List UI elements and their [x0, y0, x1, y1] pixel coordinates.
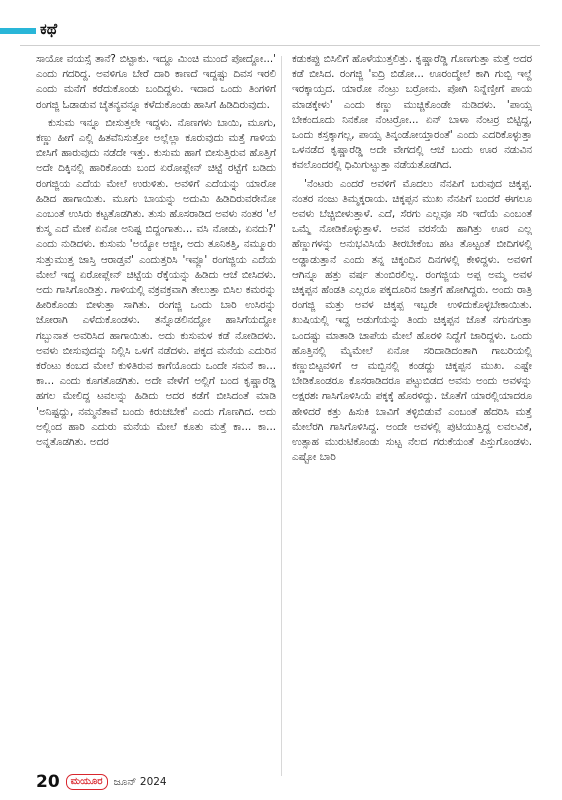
magazine-logo: ಮಯೂರ [66, 774, 108, 790]
issue-date: ಜೂನ್ 2024 [113, 776, 167, 788]
section-title: ಕಥೆ [40, 20, 58, 38]
column-divider [281, 56, 282, 776]
paragraph: ಸಾಯೋ ವಯಸ್ಸೆ ತಾನೆ? ಬಿಟ್ಟಾಕು. ಇದ್ದೂ ಮಿಂಚಿ ಮುಂದೆ ಪೋದ್ದೋ...' ಎಂದು ಗದರಿದ್ದ. ಅವಳಿಗೂ ಬೇರೆ ದಾರಿ ಕಾಣದೆ ಇದ್ದಷ್ಟು ದಿವಸ ಇರಲಿ ಎಂದು ಮನೆಗೆ ಕರೆದುಕೊಂಡು ಬಂದಿದ್ದಳು. ಇದಾದ ಒಂದು ತಿಂಗಳಿಗೆ ರಂಗಜ್ಜಿ ಓಡಾಡುವ ಚೈತನ್ಯವನ್ನೂ ಕಳೆದುಕೊಂಡು ಹಾಸಿಗೆ ಹಿಡಿದಿರುವುದು. [36, 53, 276, 111]
paragraph: ಕಡುಕಪ್ಪು ಬಿಸಿಲಿಗೆ ಹೊಳೆಯುತ್ತಲಿತ್ತು. ಕೃಷ್ಣಾರೆಡ್ಡಿ ಗೊಣಗುತ್ತಾ ಮತ್ತೆ ಅದರ ಕಡೆ ಬೀಸಿದ. ರಂಗಜ್ಜಿ 'ಐದ್ರಿ ಬಿಡೋ... ಊರಂದ್ಮೇಲೆ ಕಾಗಿ ಗುಬ್ಬಿ ಇಲ್ದೆ ಇರಕ್ಕಾಯ್ತದ. ಯಾರೋ ನೆಂಟ್ರು ಬರ್‍ರೋನು. ಪೋಗಿ ನಿನ್ನೆಣ್ತೀಗೆ ಪಾಯ ಮಾಡಕ್ಕೇಳು' ಎಂದು ಕಣ್ಣು ಮುಚ್ಚಿಕೊಂಡೇ ನುಡಿದಳು. 'ಪಾಯ್ಸ ಬೇಕಂದೂದು ನಿನಕೋ ನೆಂಟರ್‍ರೋ... ಏನ್ ಬಾಳಾ ನೆಂಟರ್‍ರ ಬಿಟ್ಟಿದ್ದ, ಒಂದು ಕಸ್ತಕ್ಕಾಗಲ್ಲ, ಪಾಯ್ಸ ತಿನ್ಕಂಡೋಯ್ತಾರಂತೆ' ಎಂದು ಎದರಿಕೊಳ್ಳುತ್ತಾ ಒಳನಡೆದ ಕೃಷ್ಣಾರೆಡ್ಡಿ ಅದೇ ವೇಗದಲ್ಲಿ ಆಚೆ ಬಂದು ಊರ ನಡುವಿನ ಕವಲೊಂದರಲ್ಲಿ ಧಿಮಿಗುಟ್ಟುತ್ತಾ ನಡೆಯತೊಡಗಿದ. [292, 53, 532, 172]
page-number: 20 [36, 772, 60, 792]
paragraph: ಕುಸುಮ ಇನ್ನೂ ಬೀಸುತ್ತಲೇ ಇದ್ದಳು. ನೊಣಗಳು ಬಾಯಿ, ಮೂಗು, ಕಣ್ಣು ಹೀಗೆ ಎಲ್ಲಿ ಹಿತವೆನಿಸುತ್ತೋ ಅಲ್ಲೆಲ್ಲಾ ಕೂರುವುದು ಮತ್ತೆ ಗಾಳಿಯ ಬೀಸಿಗೆ ಹಾರುವುದು ನಡೆದೇ ಇತ್ತು. ಕುಸುಮ ಹಾಗೆ ಬೀಸುತ್ತಿರುವ ಹೊತ್ತಿಗೆ ಅದೇ ದಿಕ್ಕಿನಲ್ಲಿ ಹಾರಿಕೊಂಡು ಬಂದ ಏರೋಪ್ಲೇನ್ ಚಿಟ್ಟೆ ರಟ್ಟೆಗೆ ಬಡಿದು ರಂಗಜ್ಜಿಯ ಎದೆಯ ಮೇಲೆ ಉರುಳಿತು. ಅವಳಿಗೆ ಎದೆಯನ್ನು ಯಾರೋ ಹಿಡಿದ ಹಾಗಾಯಿತು. ಮೂಗು ಬಾಯನ್ನು ಅದುಮಿ ಹಿಡಿದಿರುವರೇನೋ ಎಂಬಂತೆ ಉಸಿರು ಕಟ್ಟತೊಡಗಿತು. ತುಸು ಹೊಸರಾಡಿದ ಅವಳು ನಂತರ 'ಲೆ ಕುಸ್ಮ ಎದೆ ಮೇಕೆ ಏನೋ ಅನಿಷ್ಟ ಬಿದ್ದಂಗಾತು... ವಸಿ ನೋಡು, ಏನದು?' ಎಂದು ನುಡಿದಳು. ಕುಸುಮ 'ಅಯ್ಯೋ ಅಜ್ಜೀ, ಅದು ತೂನಿಕತ್ತಿ, ನಮ್ಮೂರು ಸುತ್ತುಮುತ್ತ ಜಾಸ್ತಿ ಆರಾಡ್ತವೆ' ಎಂದುತ್ತರಿಸಿ 'ಇವ್ಲೂ' ರಂಗಜ್ಜಿಯ ಎದೆಯ ಮೇಲೆ ಇದ್ದ ಏರೋಪ್ಲೇನ್ ಚಿಟ್ಟೆಯ ರೆಕ್ಕೆಯನ್ನು ಹಿಡಿದು ಆಚೆ ಬೀಸಿದಳು. ಅದು ಗಾಸಿಗೊಂಡಿತ್ತು. ಗಾಳಿಯಲ್ಲಿ ವಕ್ರವಕ್ರವಾಗಿ ತೇಲುತ್ತಾ ಬಿಸಿಲ ಕಮರನ್ನು ಹೀರಿಕೊಂಡು ಬೀಳುತ್ತಾ ಸಾಗಿತು. ರಂಗಜ್ಜಿ ಒಂದು ಬಾರಿ ಉಸಿರನ್ನು ಜೋರಾಗಿ ಎಳೆದುಕೊಂಡಳು. ತನ್ನೊಡಲಿನದ್ದೋ ಹಾಸಿಗೆಯದ್ದೋ ಗಬ್ಬುನಾತ ಅವರಿಸಿದ ಹಾಗಾಯಿತು. ಅದು ಕುಸುಮಳ ಕಡೆ ನೋಡಿದಳು. ಅವಳು ಬೀಸುವುದನ್ನು ನಿಲ್ಲಿಸಿ ಒಳಗೆ ನಡೆದಳು. ಪಕ್ಕದ ಮನೆಯ ಎದುರಿನ ಕರೆಂಟು ಕಂಬದ ಮೇಲೆ ಕುಳಿತಿರುವ ಕಾಗೆಯೊಂದು ಒಂದೇ ಸಮನೆ ಕಾ... ಕಾ... ಎಂದು ಕೂಗತೊಡಗಿತು. ಅದೇ ವೇಳೆಗೆ ಅಲ್ಲಿಗೆ ಬಂದ ಕೃಷ್ಣಾರೆಡ್ಡಿ ಹಗಲ ಮೇಲಿದ್ದ ಟವಲನ್ನು ಹಿಡಿದು ಅದರ ಕಡೆಗೆ ಬೀಸಿದಂತೆ ಮಾಡಿ 'ಅನಿಷ್ಟದ್ದು, ನಮ್ಮನೆತಾವೆ ಬಂದು ಕಿರುಚಬೇಕ' ಎಂದು ಗೊಣಗಿದ. ಅದು ಅಲ್ಲಿಂದ ಹಾರಿ ಎದುರು ಮನೆಯ ಮೇಲೆ ಕೂತು ಮತ್ತೆ ಕಾ... ಕಾ... ಅನ್ನತೊಡಗಿತು. ಅದರ [36, 116, 276, 449]
header-divider [20, 45, 540, 46]
article-column-right [292, 52, 532, 780]
article-column-left [36, 52, 276, 780]
section-accent-bar [0, 28, 36, 34]
page-footer [36, 771, 167, 793]
paragraph: 'ನೆಂಟರು ಎಂದರೆ ಅವಳಿಗೆ ಮೊದಲು ನೆನಪಿಗೆ ಬರುವುದ ಚಿಕ್ಕಪ್ಪ. ನಂತರ ನಂಜು ತಿಮ್ಮಕ್ಕರಾಯ. ಚಿಕ್ಕಪ್ಪನ ಮುಖ ನೆನಪಿಗೆ ಬಂದರೆ ಈಗಲೂ ಅವಳು ಬೆಚ್ಚಿಬೀಳುತ್ತಾಳೆ. ಎದೆ, ಸೆರಗು ಎಲ್ಲವೂ ಸರಿ ಇದೆಯೆ ಎಂಬಂತೆ ಒಮ್ಮೆ ನೋಡಿಕೊಳ್ಳುತ್ತಾಳೆ. ಅವನ ವರಸೆಯೆ ಹಾಗಿತ್ತು ಊರ ಎಲ್ಲ ಹೆಣ್ಣುಗಳನ್ನು ಅನುಭವಿಸಿಯೆ ತೀರಬೇಕೆಂಬ ಹಟ ತೊಟ್ಟಂತೆ ಬೀದಿಗಳಲ್ಲಿ ಅಡ್ಡಾಡುತ್ತಾನೆ ಎಂದು ತನ್ನ ಚಿಕ್ಕಂದಿನ ದಿನಗಳಲ್ಲಿ ಕೇಳಿದ್ದಳು. ಅವಳಿಗೆ ಆಗಿನ್ನೂ ಹತ್ತು ವರ್ಷ ತುಂಬಿರಲಿಲ್ಲ. ರಂಗಜ್ಜಿಯ ಅಪ್ಪ ಅಮ್ಮ ಅವಳ ಚಿಕ್ಕಪ್ಪನ ಹೆಂಡತಿ ಎಲ್ಲರೂ ಪಕ್ಕದೂರಿನ ಜಾತ್ರೆಗೆ ಹೋಗಿದ್ದರು. ಅಂದು ರಾತ್ರಿ ರಂಗಜ್ಜಿ ಮತ್ತು ಅವಳ ಚಿಕ್ಕಪ್ಪ ಇಬ್ಬರೇ ಉಳಿದುಕೊಳ್ಳಬೇಕಾಯಿತು. ಖುಷಿಯಲ್ಲಿ ಇದ್ದ ಅಡುಗೆಯನ್ನು ತಿಂದು ಚಿಕ್ಕಪ್ಪನ ಜೊತೆ ನಗುನಗುತ್ತಾ ಒಂದಷ್ಟು ಮಾತಾಡಿ ಚಾಪೆಯ ಮೇಲೆ ಹೊರಳಿ ನಿದ್ದೆಗೆ ಜಾರಿದ್ದಳು. ಒಂದು ಹೊತ್ತಿನಲ್ಲಿ ಮೈಮೇಲೆ ಏನೋ ಸರಿದಾಡಿದಂತಾಗಿ ಗಾಬರಿಯಲ್ಲಿ ಕಣ್ಣುಬಿಟ್ಟವಳಿಗೆ ಆ ಮಬ್ಬಿನಲ್ಲಿ ಕಂಡದ್ದು ಚಿಕ್ಕಪ್ಪನ ಮುಖ. ಎಷ್ಟೇ ಬೇಡಿಕೊಂಡರೂ ಕೊಸರಾಡಿದರೂ ಪಟ್ಟುಬಿಡದ ಅವನು ಅಂದು ಅವಳನ್ನು ಅಕ್ಷರಶಃ ಗಾಸಿಗೊಳಿಸಿಯೆ ಪಕ್ಕಕ್ಕೆ ಹೊರಳಿದ್ದು. ಜೊತೆಗೆ ಯಾರಲ್ಲಿಯಾದರೂ ಹೇಳಿದರೆ ಕತ್ತು ಹಿಸುಕಿ ಬಾವಿಗೆ ತಳ್ಳಿಬಿಡುವೆ ಎಂಬಂತೆ ಹೆದರಿಸಿ ಮತ್ತೆ ಮೇಲೆರಗಿ ಗಾಸಿಗೊಳಿಸಿದ್ದ. ಅಂದೇ ಅವಳಲ್ಲಿ ಪುಟಿಯುತ್ತಿದ್ದ ಲವಲವಿಕೆ, ಉತ್ಸಾಹ ಮುರುಟಿಕೊಂಡು ಸುಟ್ಟ ನೆಲದ ಗರುಕೆಯಂತೆ ಪಿಸ್ತುಗೊಂಡಳು. ಎಷ್ಟೋ ಬಾರಿ [292, 177, 532, 464]
